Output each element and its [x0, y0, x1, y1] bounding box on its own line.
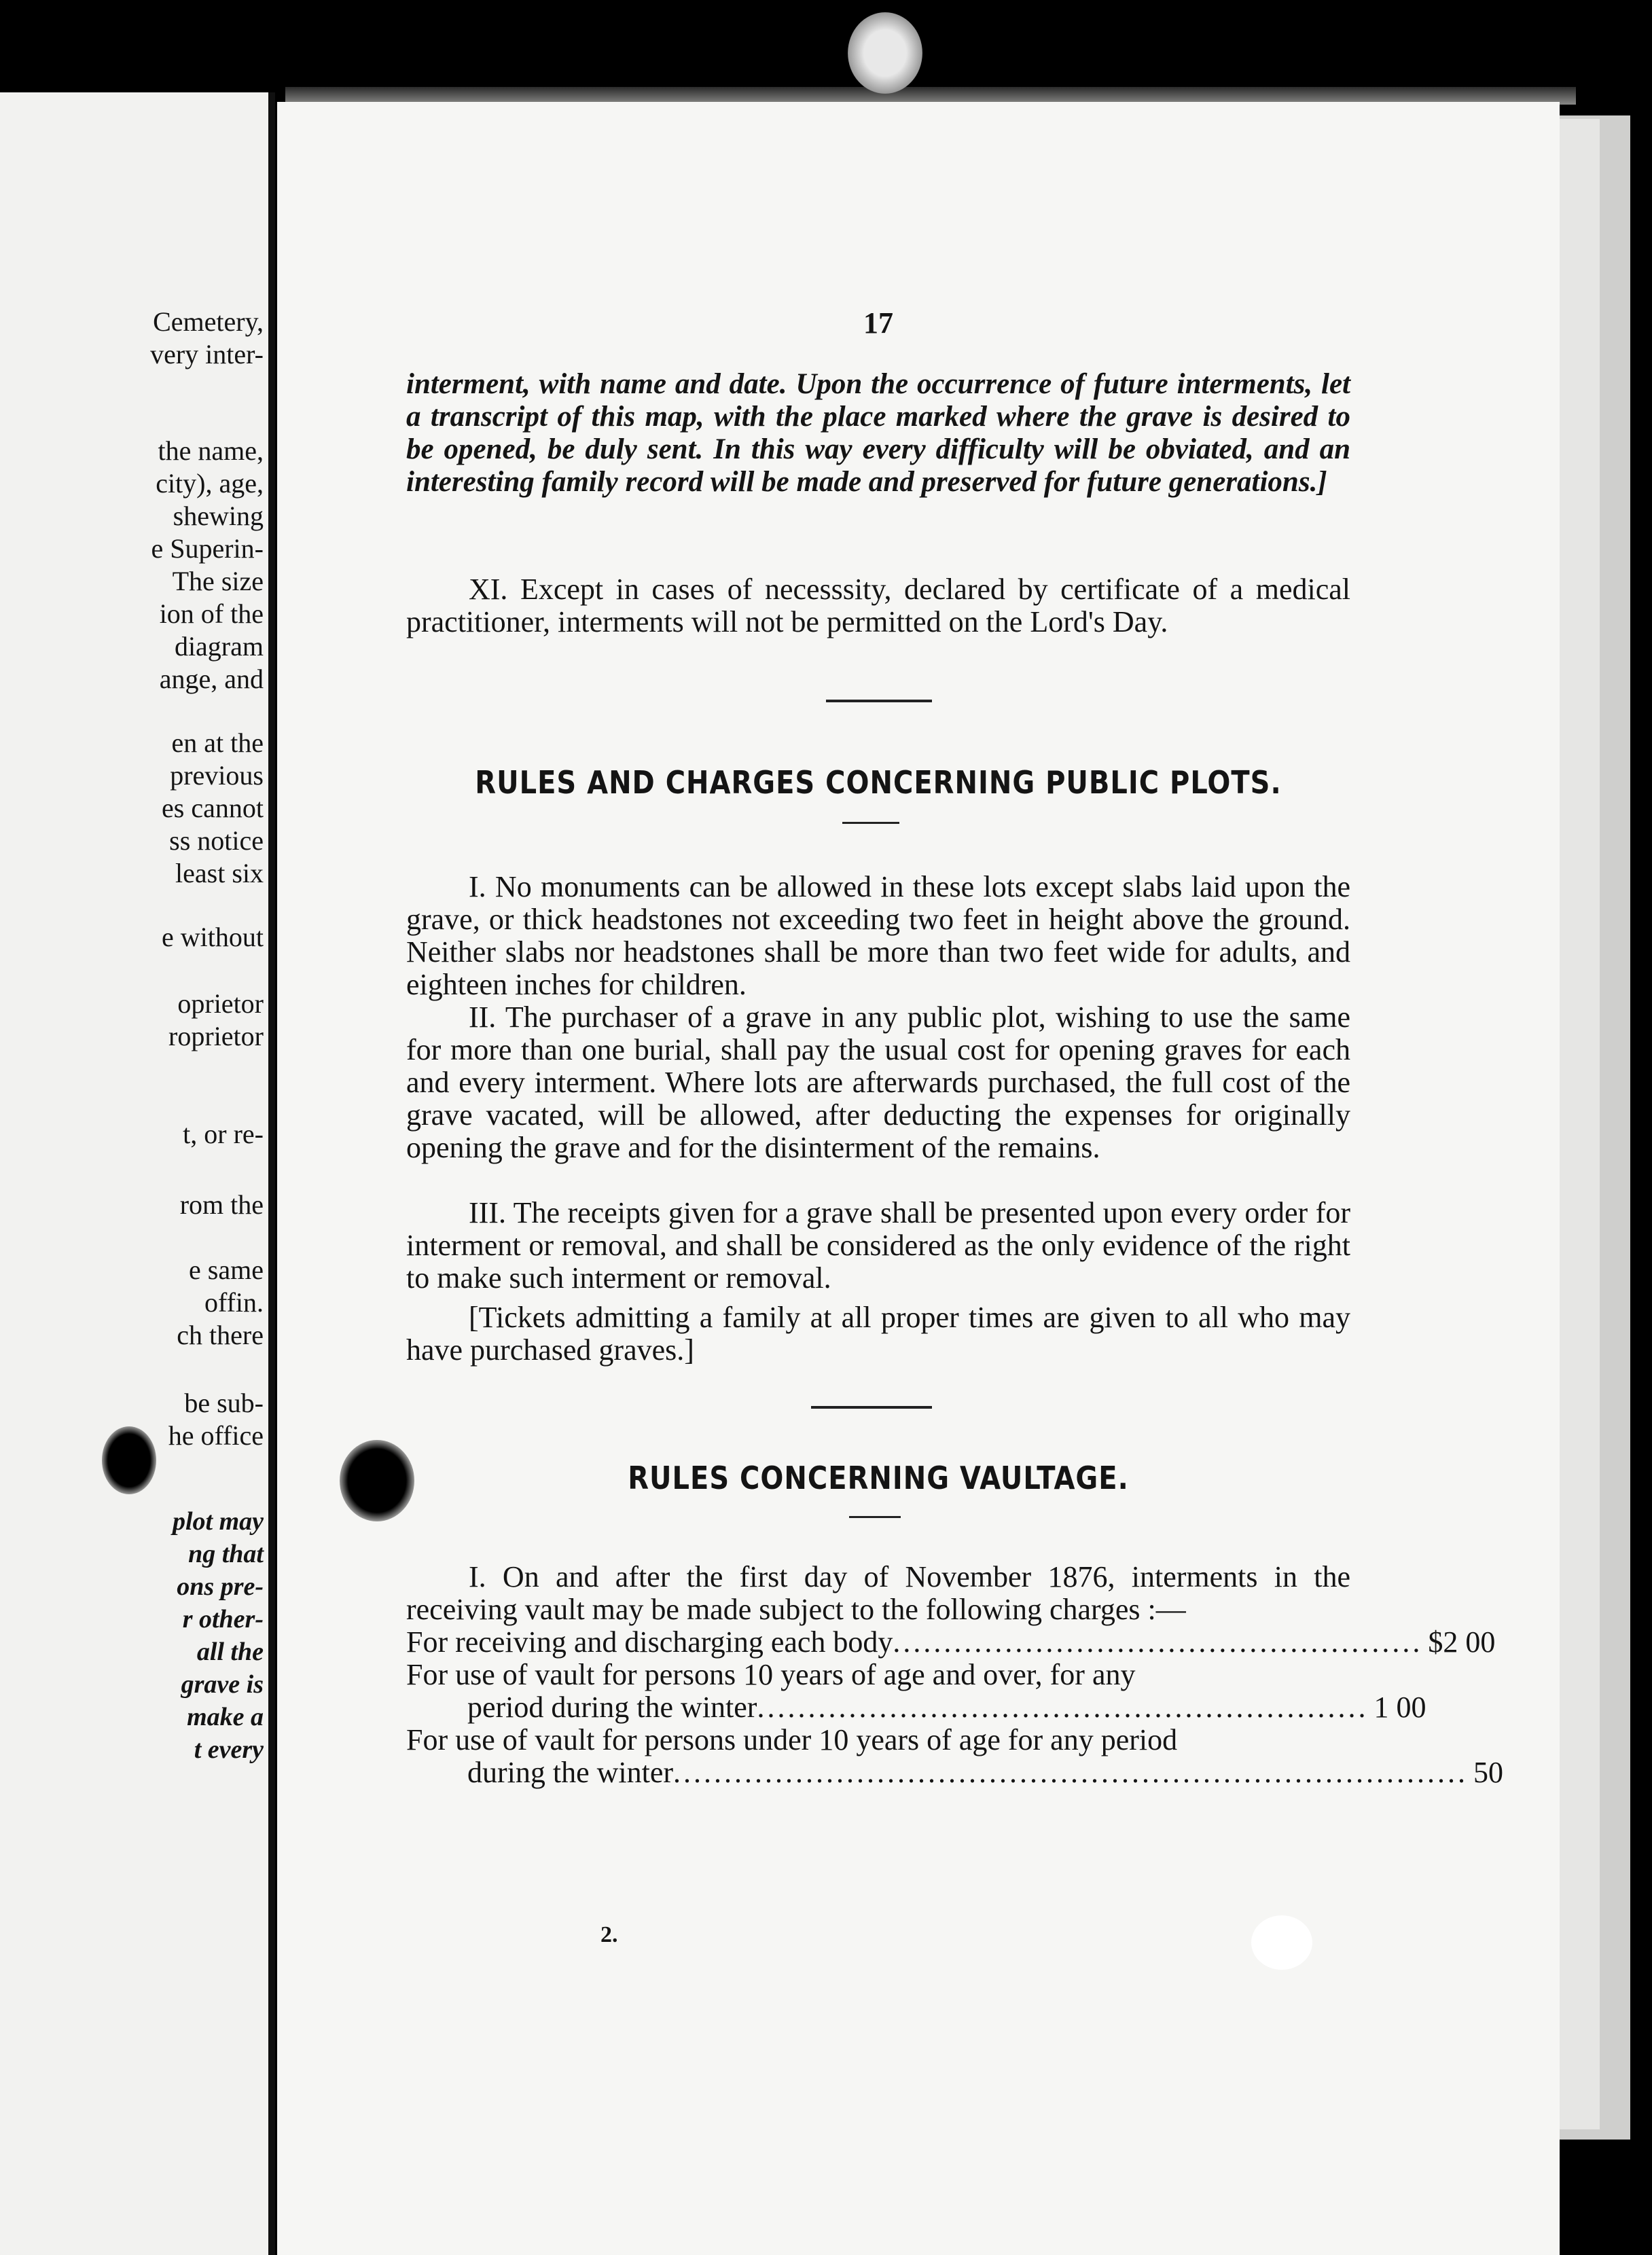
section-divider-short — [826, 700, 932, 702]
facing-page-line: least six — [175, 858, 264, 888]
facing-page-line: ch there — [177, 1320, 264, 1350]
facing-page-line: e Superin- — [151, 533, 264, 564]
public-plots-rule-2-text: II. The purchaser of a grave in any public plot, wishing to use the same for more than one burial, shall pay the usual cost for opening graves for each and every interment. Where lots are afterwards purchased, the full cost of the grave vacated, will be allowed, after deducting the expenses for originally opening the grave and for the disinterment of the remains. — [406, 1000, 1350, 1164]
fee-row-winter-child — [406, 1724, 1350, 1756]
public-plots-rule-2 — [406, 1001, 1350, 1164]
fee-amount: 1 00 — [1373, 1691, 1426, 1724]
fee-amount: 50 — [1473, 1756, 1504, 1789]
public-plots-rule-1 — [406, 871, 1350, 1001]
facing-page-line: ion of the — [159, 598, 264, 629]
fee-amount: $2 00 — [1428, 1625, 1496, 1659]
leader-dots: .................................................... — [893, 1625, 1423, 1659]
heading-underline-vaultage — [849, 1516, 901, 1518]
facing-page-line: city), age, — [156, 468, 264, 499]
facing-page-line: e same — [189, 1255, 264, 1285]
page-number: 17 — [863, 306, 893, 340]
fee-continuation: period during the winter — [467, 1691, 757, 1724]
fee-row-winter-adult-cont — [467, 1691, 1426, 1724]
facing-page-line: ange, and — [159, 664, 264, 694]
vaultage-intro-text: I. On and after the first day of November 1876, interments in the receiving vault may be made subject to the following charges :— — [406, 1560, 1350, 1626]
facing-page-line: r other- — [182, 1605, 264, 1634]
vaultage-intro — [406, 1561, 1350, 1626]
facing-page-line: very inter- — [150, 339, 264, 369]
fee-description: For receiving and discharging each body — [406, 1625, 893, 1659]
rule-xi — [406, 573, 1350, 638]
facing-page-line: diagram — [174, 631, 264, 662]
facing-page-line: be sub- — [184, 1388, 264, 1418]
ink-blot-left — [102, 1426, 156, 1494]
facing-page-line: shewing — [173, 501, 264, 531]
facing-page-line: es cannot — [162, 793, 264, 823]
rule-xi-text: XI. Except in cases of necesssity, declared by certificate of a medical practitioner, interments will not be permitted on the Lord's Day. — [406, 573, 1350, 638]
gutter-divider — [268, 92, 275, 2255]
facing-page-line: e without — [162, 922, 264, 952]
facing-page-line: oprietor — [177, 988, 264, 1019]
paper-spot — [1251, 1915, 1312, 1970]
public-plots-rule-3-text: III. The receipts given for a grave shall be presented upon every order for interment or removal, and shall be considered as the only evidence of the right to make such interment or removal. — [406, 1196, 1350, 1295]
signature-mark: 2. — [600, 1922, 618, 1947]
facing-page-line: en at the — [171, 727, 264, 758]
facing-page-line: all the — [196, 1638, 264, 1666]
facing-page-line: make a — [187, 1703, 264, 1731]
fee-row-receiving — [406, 1625, 1496, 1659]
tickets-note-text: [Tickets admitting a family at all proper times are given to all who may have purchased graves.] — [406, 1301, 1350, 1367]
document-page — [277, 102, 1560, 2255]
facing-page-line: ons pre- — [177, 1572, 264, 1601]
heading-underline — [842, 822, 899, 824]
fee-row-winter-child-cont — [467, 1756, 1504, 1789]
ink-blot-center — [340, 1440, 414, 1521]
fee-continuation: during the winter — [467, 1756, 674, 1789]
facing-page-line: offin. — [204, 1287, 264, 1318]
facing-page-line: roprietor — [168, 1021, 264, 1051]
fee-description: For use of vault for persons 10 years of age and over, for any — [406, 1658, 1136, 1691]
tickets-note — [406, 1301, 1350, 1367]
heading-vaultage: RULES CONCERNING VAULTAGE. — [628, 1460, 1129, 1497]
facing-page-line: he office — [168, 1420, 264, 1451]
facing-page-line: t, or re- — [183, 1119, 264, 1149]
leader-dots: .............................................................................. — [673, 1756, 1469, 1789]
facing-page-line: Cemetery, — [153, 306, 264, 337]
facing-page-line: previous — [170, 760, 264, 791]
fee-row-winter-adult — [406, 1659, 1350, 1691]
section-divider-double — [811, 1406, 932, 1409]
facing-page-line: The size — [172, 566, 264, 596]
facing-page-line: rom the — [179, 1189, 264, 1220]
heading-public-plots: RULES AND CHARGES CONCERNING PUBLIC PLOTS. — [475, 765, 1282, 801]
intro-italic-text: interment, with name and date. Upon the occurrence of future interments, let a transcript of this map, with the place marked where the grave is desired to be opened, be duly sent. In this way every difficulty will be obviated, and an interesting family record will be made and preserved for future generations.] — [406, 368, 1350, 498]
intro-paragraph — [406, 368, 1350, 499]
facing-page-line: ng that — [188, 1540, 264, 1568]
facing-page-line: grave is — [181, 1670, 264, 1699]
fee-description: For use of vault for persons under 10 years of age for any period — [406, 1723, 1178, 1756]
facing-page-line: plot may — [172, 1507, 264, 1536]
facing-page-fragment — [0, 92, 270, 2255]
public-plots-rule-3 — [406, 1197, 1350, 1295]
public-plots-rule-1-text: I. No monuments can be allowed in these lots except slabs laid upon the grave, or thick headstones not exceeding two feet in height above the ground. Neither slabs nor headstones shall be more than two feet wide for adults, and eighteen inches for children. — [406, 870, 1350, 1001]
facing-page-line: t every — [194, 1735, 264, 1764]
facing-page-line: ss notice — [169, 825, 264, 856]
page-content — [406, 102, 1504, 2140]
facing-page-line: the name, — [158, 435, 264, 466]
leader-dots: ............................................................ — [757, 1691, 1369, 1724]
binding-hole — [848, 12, 922, 94]
